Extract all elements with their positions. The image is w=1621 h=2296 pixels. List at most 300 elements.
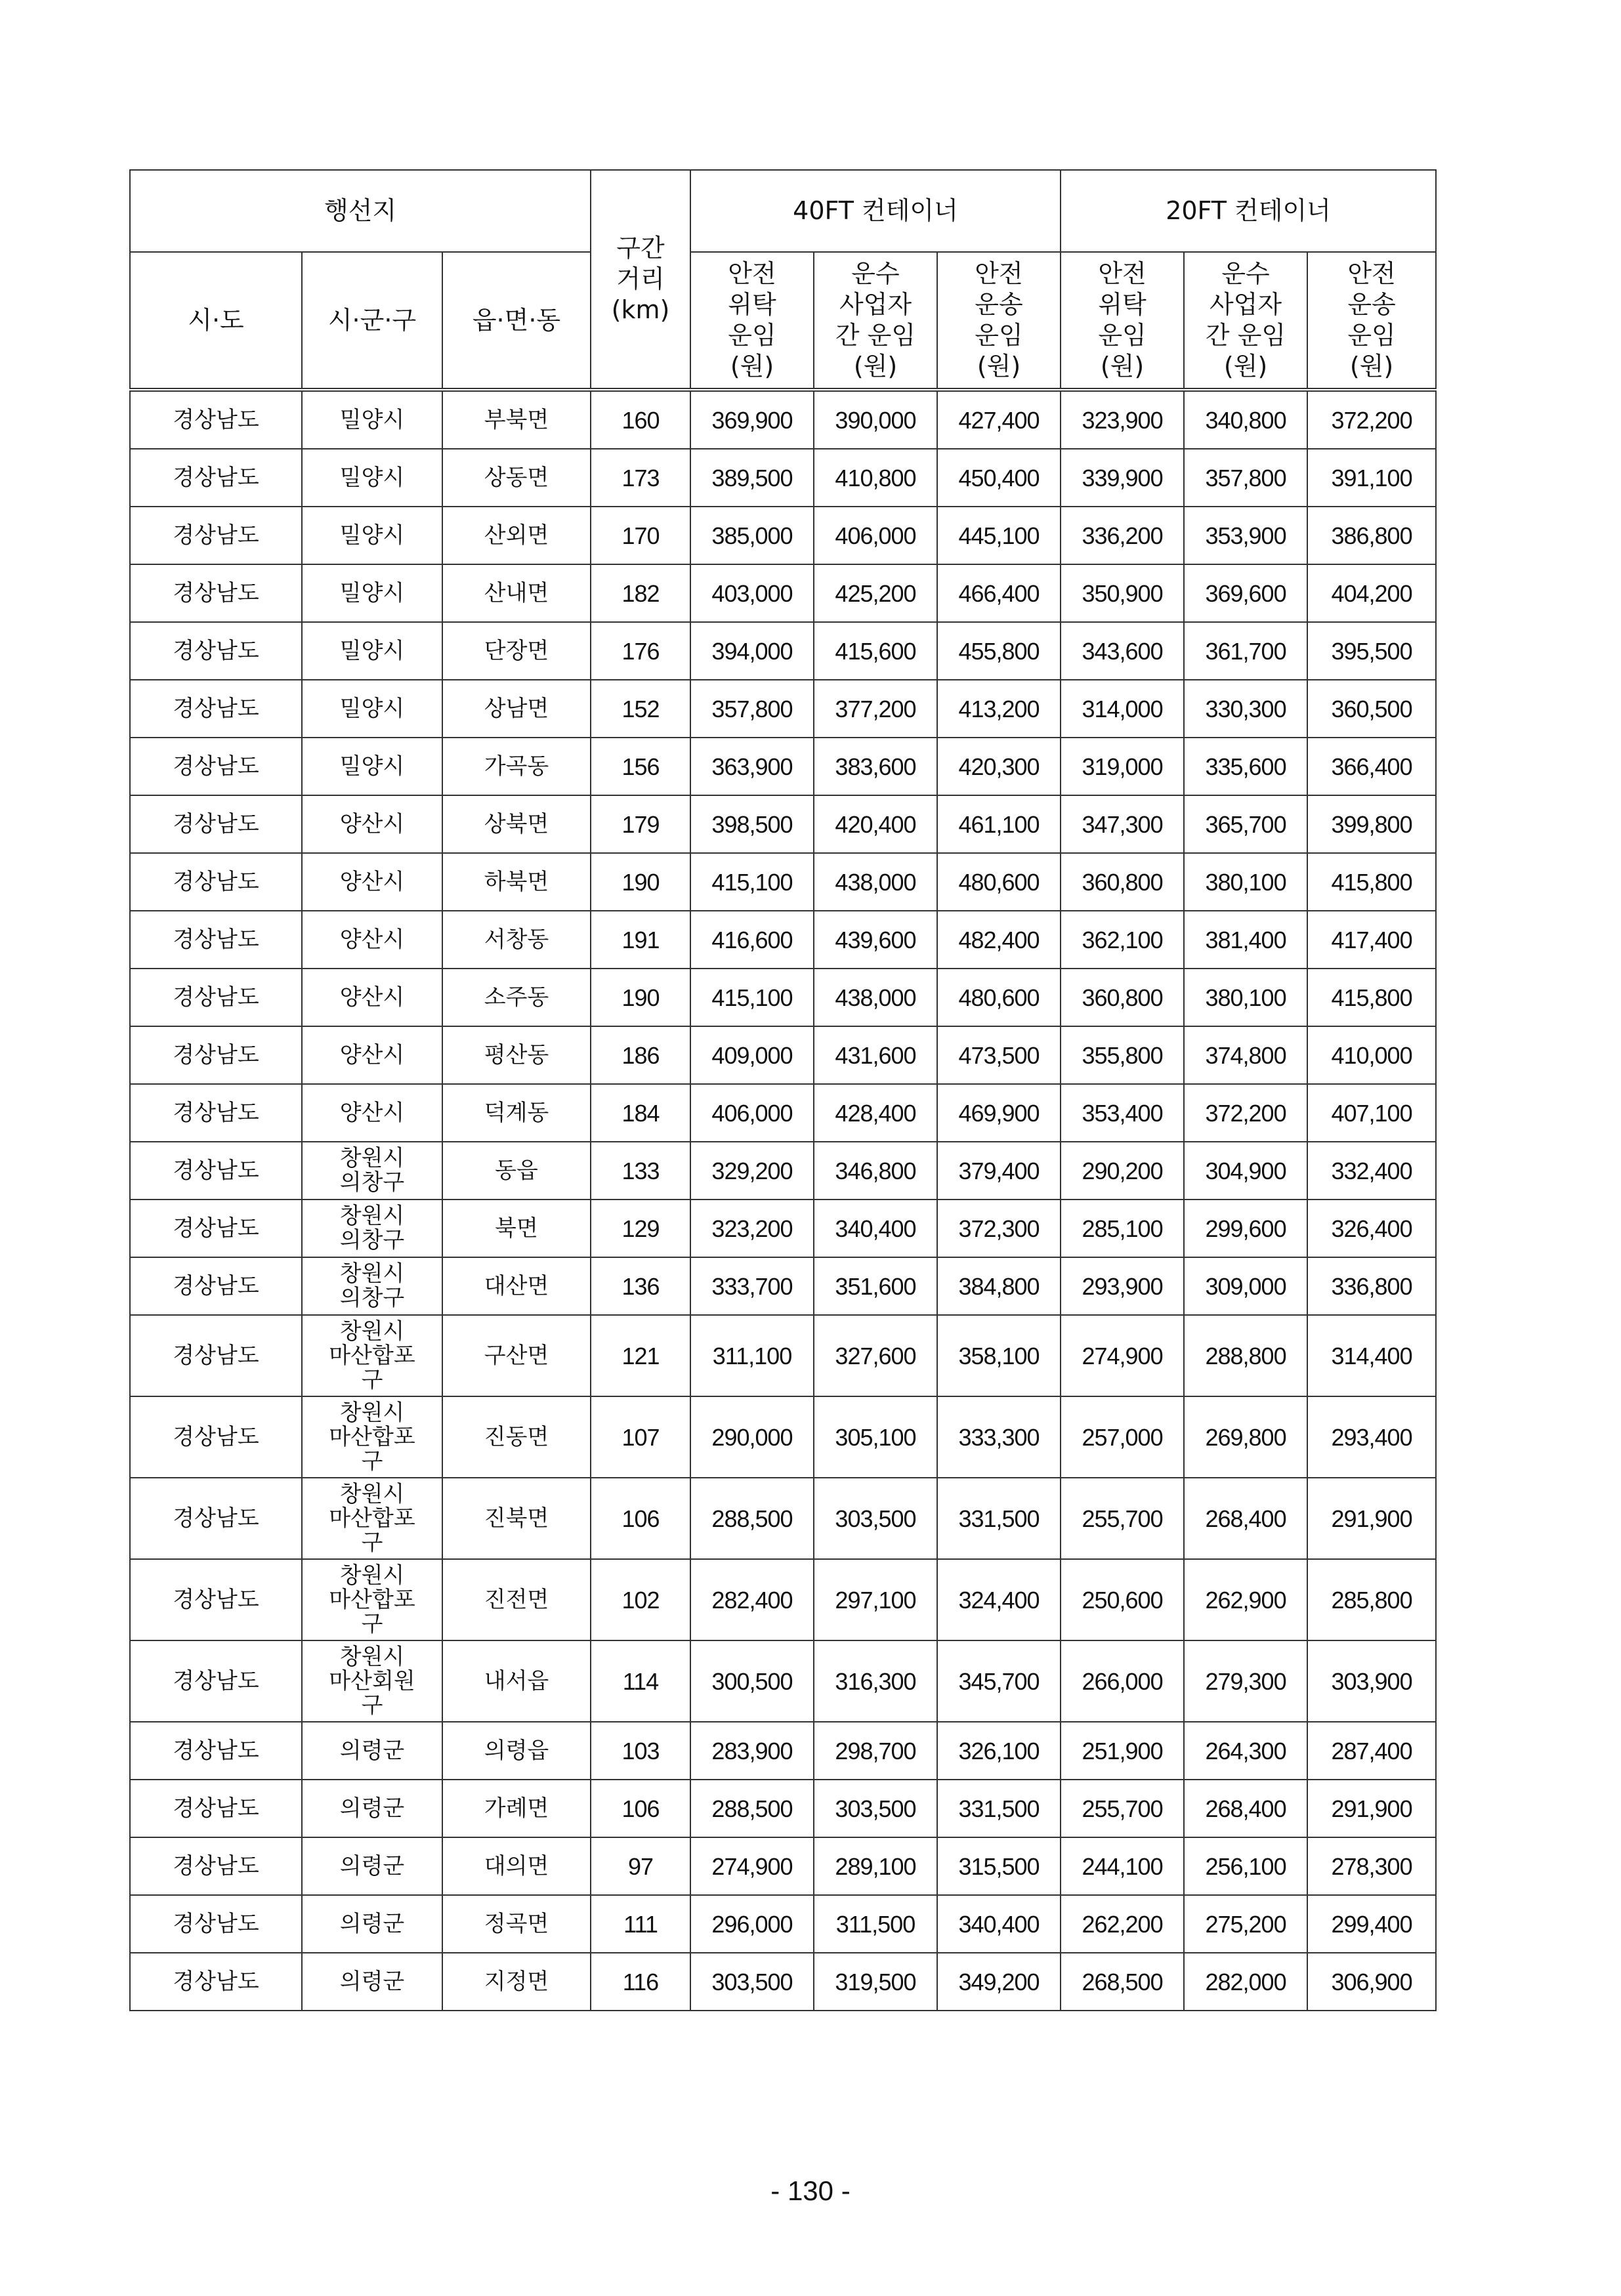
- rate-20ft-safe-consign-cell: 339,900: [1061, 449, 1184, 507]
- rate-40ft-safe-consign-cell: 415,100: [690, 853, 814, 911]
- table-row: [130, 1780, 1436, 1837]
- sido-cell: 경상남도: [130, 1315, 302, 1396]
- rate-20ft-safe-consign-cell: 347,300: [1061, 795, 1184, 853]
- eupmyeondong-cell: 북면: [442, 1200, 591, 1257]
- table-header: [130, 170, 1436, 390]
- distance-cell: 176: [591, 622, 690, 680]
- sigungu-cell: 창원시 의창구: [302, 1200, 442, 1257]
- sido-cell: 경상남도: [130, 1837, 302, 1895]
- rate-40ft-safe-consign-cell: 296,000: [690, 1895, 814, 1953]
- rate-40ft-safe-consign-cell: 300,500: [690, 1640, 814, 1722]
- rate-20ft-carrier-cell: 330,300: [1184, 680, 1307, 738]
- sigungu-cell: 양산시: [302, 1026, 442, 1084]
- page-number: - 130 -: [770, 2175, 851, 2206]
- rate-40ft-safe-transport-cell: 480,600: [937, 969, 1061, 1026]
- rate-20ft-safe-transport-cell: 395,500: [1307, 622, 1436, 680]
- distance-cell: 179: [591, 795, 690, 853]
- distance-cell: 107: [591, 1396, 690, 1478]
- rate-20ft-carrier-cell: 288,800: [1184, 1315, 1307, 1396]
- rate-40ft-safe-consign-cell: 415,100: [690, 969, 814, 1026]
- table-row: [130, 853, 1436, 911]
- sido-cell: 경상남도: [130, 1780, 302, 1837]
- rate-20ft-carrier-cell: 372,200: [1184, 1084, 1307, 1142]
- rate-40ft-carrier-cell: 298,700: [814, 1722, 937, 1780]
- rate-20ft-carrier-cell: 381,400: [1184, 911, 1307, 969]
- rate-40ft-safe-transport-cell: 372,300: [937, 1200, 1061, 1257]
- sido-cell: 경상남도: [130, 1895, 302, 1953]
- rate-40ft-carrier-cell: 438,000: [814, 969, 937, 1026]
- rate-20ft-safe-consign-cell: 274,900: [1061, 1315, 1184, 1396]
- rate-40ft-safe-transport-cell: 450,400: [937, 449, 1061, 507]
- rate-40ft-safe-consign-cell: 288,500: [690, 1478, 814, 1559]
- rate-40ft-safe-consign-cell: 389,500: [690, 449, 814, 507]
- rate-40ft-safe-transport-cell: 326,100: [937, 1722, 1061, 1780]
- rate-20ft-carrier-cell: 380,100: [1184, 853, 1307, 911]
- rate-20ft-safe-transport-cell: 410,000: [1307, 1026, 1436, 1084]
- sigungu-cell: 양산시: [302, 1084, 442, 1142]
- sido-cell: 경상남도: [130, 853, 302, 911]
- rate-40ft-safe-consign-cell: 363,900: [690, 738, 814, 795]
- rate-20ft-safe-transport-cell: 291,900: [1307, 1780, 1436, 1837]
- table-row: [130, 1895, 1436, 1953]
- table-row: [130, 1257, 1436, 1315]
- header-20ft-container: 20FT 컨테이너: [1061, 170, 1436, 252]
- eupmyeondong-cell: 진동면: [442, 1396, 591, 1478]
- rate-40ft-safe-consign-cell: 290,000: [690, 1396, 814, 1478]
- rate-20ft-safe-consign-cell: 350,900: [1061, 564, 1184, 622]
- sigungu-cell: 의령군: [302, 1722, 442, 1780]
- rate-40ft-carrier-cell: 311,500: [814, 1895, 937, 1953]
- rate-20ft-carrier-cell: 309,000: [1184, 1257, 1307, 1315]
- rate-20ft-safe-consign-cell: 251,900: [1061, 1722, 1184, 1780]
- sido-cell: 경상남도: [130, 1478, 302, 1559]
- sigungu-cell: 창원시 마산합포 구: [302, 1559, 442, 1640]
- sido-cell: 경상남도: [130, 564, 302, 622]
- distance-cell: 184: [591, 1084, 690, 1142]
- rate-20ft-safe-consign-cell: 255,700: [1061, 1478, 1184, 1559]
- sigungu-cell: 창원시 의창구: [302, 1142, 442, 1200]
- sido-cell: 경상남도: [130, 1396, 302, 1478]
- rate-20ft-safe-transport-cell: 336,800: [1307, 1257, 1436, 1315]
- distance-cell: 97: [591, 1837, 690, 1895]
- rate-20ft-safe-consign-cell: 293,900: [1061, 1257, 1184, 1315]
- rate-20ft-safe-transport-cell: 372,200: [1307, 390, 1436, 449]
- eupmyeondong-cell: 진전면: [442, 1559, 591, 1640]
- rate-40ft-safe-consign-cell: 416,600: [690, 911, 814, 969]
- distance-cell: 114: [591, 1640, 690, 1722]
- eupmyeondong-cell: 소주동: [442, 969, 591, 1026]
- rate-20ft-safe-consign-cell: 314,000: [1061, 680, 1184, 738]
- table-row: [130, 1200, 1436, 1257]
- rate-40ft-safe-transport-cell: 324,400: [937, 1559, 1061, 1640]
- rate-20ft-safe-consign-cell: 323,900: [1061, 390, 1184, 449]
- rate-20ft-safe-consign-cell: 257,000: [1061, 1396, 1184, 1478]
- rate-40ft-safe-consign-cell: 329,200: [690, 1142, 814, 1200]
- sigungu-cell: 밀양시: [302, 738, 442, 795]
- eupmyeondong-cell: 지정면: [442, 1953, 591, 2011]
- rate-20ft-safe-consign-cell: 355,800: [1061, 1026, 1184, 1084]
- rate-40ft-safe-transport-cell: 333,300: [937, 1396, 1061, 1478]
- rate-40ft-carrier-cell: 438,000: [814, 853, 937, 911]
- rate-20ft-safe-transport-cell: 407,100: [1307, 1084, 1436, 1142]
- rate-20ft-safe-transport-cell: 293,400: [1307, 1396, 1436, 1478]
- rate-20ft-safe-consign-cell: 353,400: [1061, 1084, 1184, 1142]
- rate-20ft-safe-consign-cell: 266,000: [1061, 1640, 1184, 1722]
- rate-40ft-safe-consign-cell: 311,100: [690, 1315, 814, 1396]
- rate-40ft-safe-consign-cell: 394,000: [690, 622, 814, 680]
- distance-cell: 173: [591, 449, 690, 507]
- rate-40ft-safe-consign-cell: 385,000: [690, 507, 814, 564]
- rate-20ft-carrier-cell: 369,600: [1184, 564, 1307, 622]
- rate-40ft-carrier-cell: 297,100: [814, 1559, 937, 1640]
- table-row: [130, 738, 1436, 795]
- distance-cell: 111: [591, 1895, 690, 1953]
- sigungu-cell: 양산시: [302, 795, 442, 853]
- sido-cell: 경상남도: [130, 795, 302, 853]
- rate-40ft-safe-transport-cell: 331,500: [937, 1478, 1061, 1559]
- sido-cell: 경상남도: [130, 1953, 302, 2011]
- rate-20ft-safe-consign-cell: 285,100: [1061, 1200, 1184, 1257]
- rate-20ft-carrier-cell: 374,800: [1184, 1026, 1307, 1084]
- rate-20ft-safe-transport-cell: 306,900: [1307, 1953, 1436, 2011]
- eupmyeondong-cell: 가례면: [442, 1780, 591, 1837]
- sigungu-cell: 밀양시: [302, 390, 442, 449]
- rate-40ft-carrier-cell: 420,400: [814, 795, 937, 853]
- distance-cell: 106: [591, 1478, 690, 1559]
- distance-cell: 186: [591, 1026, 690, 1084]
- rate-40ft-safe-consign-cell: 369,900: [690, 390, 814, 449]
- distance-cell: 190: [591, 853, 690, 911]
- distance-cell: 136: [591, 1257, 690, 1315]
- sido-cell: 경상남도: [130, 1722, 302, 1780]
- table-row: [130, 1396, 1436, 1478]
- rate-40ft-safe-transport-cell: 445,100: [937, 507, 1061, 564]
- eupmyeondong-cell: 동읍: [442, 1142, 591, 1200]
- distance-cell: 103: [591, 1722, 690, 1780]
- eupmyeondong-cell: 대산면: [442, 1257, 591, 1315]
- rate-20ft-safe-consign-cell: 262,200: [1061, 1895, 1184, 1953]
- rate-40ft-safe-transport-cell: 315,500: [937, 1837, 1061, 1895]
- table-row: [130, 1315, 1436, 1396]
- header-20ft-safe-transport-rate: 안전 운송 운임 (원): [1307, 252, 1436, 390]
- eupmyeondong-cell: 가곡동: [442, 738, 591, 795]
- rate-20ft-carrier-cell: 304,900: [1184, 1142, 1307, 1200]
- distance-cell: 170: [591, 507, 690, 564]
- distance-cell: 152: [591, 680, 690, 738]
- header-40ft-safe-transport-rate: 안전 운송 운임 (원): [937, 252, 1061, 390]
- rate-40ft-carrier-cell: 390,000: [814, 390, 937, 449]
- distance-cell: 133: [591, 1142, 690, 1200]
- eupmyeondong-cell: 상동면: [442, 449, 591, 507]
- rate-20ft-safe-consign-cell: 336,200: [1061, 507, 1184, 564]
- rate-20ft-safe-consign-cell: 319,000: [1061, 738, 1184, 795]
- sido-cell: 경상남도: [130, 1026, 302, 1084]
- table-row: [130, 1640, 1436, 1722]
- table-row: [130, 1084, 1436, 1142]
- sido-cell: 경상남도: [130, 1084, 302, 1142]
- rate-40ft-carrier-cell: 346,800: [814, 1142, 937, 1200]
- rate-40ft-safe-consign-cell: 403,000: [690, 564, 814, 622]
- rate-20ft-safe-transport-cell: 332,400: [1307, 1142, 1436, 1200]
- rate-20ft-safe-transport-cell: 404,200: [1307, 564, 1436, 622]
- rate-40ft-safe-consign-cell: 303,500: [690, 1953, 814, 2011]
- distance-cell: 106: [591, 1780, 690, 1837]
- eupmyeondong-cell: 내서읍: [442, 1640, 591, 1722]
- sigungu-cell: 의령군: [302, 1837, 442, 1895]
- rate-20ft-safe-transport-cell: 299,400: [1307, 1895, 1436, 1953]
- rate-40ft-safe-transport-cell: 480,600: [937, 853, 1061, 911]
- rate-40ft-safe-transport-cell: 420,300: [937, 738, 1061, 795]
- sigungu-cell: 밀양시: [302, 622, 442, 680]
- eupmyeondong-cell: 덕계동: [442, 1084, 591, 1142]
- sigungu-cell: 창원시 마산합포 구: [302, 1315, 442, 1396]
- header-sido: 시·도: [130, 252, 302, 390]
- rate-40ft-safe-transport-cell: 455,800: [937, 622, 1061, 680]
- table-row: [130, 1478, 1436, 1559]
- table-row: [130, 507, 1436, 564]
- sigungu-cell: 양산시: [302, 853, 442, 911]
- distance-cell: 182: [591, 564, 690, 622]
- rate-40ft-safe-transport-cell: 413,200: [937, 680, 1061, 738]
- rate-20ft-safe-consign-cell: 290,200: [1061, 1142, 1184, 1200]
- eupmyeondong-cell: 대의면: [442, 1837, 591, 1895]
- rate-40ft-carrier-cell: 305,100: [814, 1396, 937, 1478]
- header-40ft-container: 40FT 컨테이너: [690, 170, 1061, 252]
- sigungu-cell: 밀양시: [302, 449, 442, 507]
- eupmyeondong-cell: 평산동: [442, 1026, 591, 1084]
- sido-cell: 경상남도: [130, 1257, 302, 1315]
- sido-cell: 경상남도: [130, 390, 302, 449]
- eupmyeondong-cell: 산외면: [442, 507, 591, 564]
- sigungu-cell: 창원시 마산회원 구: [302, 1640, 442, 1722]
- rate-20ft-carrier-cell: 268,400: [1184, 1478, 1307, 1559]
- sigungu-cell: 창원시 마산합포 구: [302, 1478, 442, 1559]
- freight-rate-table: [129, 169, 1437, 2011]
- rate-40ft-carrier-cell: 410,800: [814, 449, 937, 507]
- rate-40ft-safe-transport-cell: 473,500: [937, 1026, 1061, 1084]
- rate-20ft-safe-transport-cell: 415,800: [1307, 969, 1436, 1026]
- distance-cell: 129: [591, 1200, 690, 1257]
- rate-20ft-carrier-cell: 380,100: [1184, 969, 1307, 1026]
- sigungu-cell: 의령군: [302, 1953, 442, 2011]
- rate-40ft-safe-transport-cell: 466,400: [937, 564, 1061, 622]
- rate-20ft-safe-transport-cell: 417,400: [1307, 911, 1436, 969]
- rate-40ft-carrier-cell: 428,400: [814, 1084, 937, 1142]
- rate-20ft-carrier-cell: 256,100: [1184, 1837, 1307, 1895]
- eupmyeondong-cell: 진북면: [442, 1478, 591, 1559]
- table-row: [130, 1142, 1436, 1200]
- rate-20ft-safe-transport-cell: 303,900: [1307, 1640, 1436, 1722]
- rate-20ft-carrier-cell: 279,300: [1184, 1640, 1307, 1722]
- rate-20ft-safe-consign-cell: 362,100: [1061, 911, 1184, 969]
- rate-40ft-carrier-cell: 319,500: [814, 1953, 937, 2011]
- sido-cell: 경상남도: [130, 507, 302, 564]
- rate-20ft-carrier-cell: 282,000: [1184, 1953, 1307, 2011]
- rate-40ft-safe-transport-cell: 331,500: [937, 1780, 1061, 1837]
- rate-20ft-carrier-cell: 268,400: [1184, 1780, 1307, 1837]
- rate-40ft-carrier-cell: 431,600: [814, 1026, 937, 1084]
- table-row: [130, 1559, 1436, 1640]
- eupmyeondong-cell: 상북면: [442, 795, 591, 853]
- rate-40ft-safe-transport-cell: 384,800: [937, 1257, 1061, 1315]
- rate-20ft-carrier-cell: 262,900: [1184, 1559, 1307, 1640]
- rate-20ft-safe-transport-cell: 391,100: [1307, 449, 1436, 507]
- table-row: [130, 1837, 1436, 1895]
- table-row: [130, 911, 1436, 969]
- rate-20ft-safe-consign-cell: 360,800: [1061, 969, 1184, 1026]
- distance-cell: 191: [591, 911, 690, 969]
- rate-40ft-safe-consign-cell: 283,900: [690, 1722, 814, 1780]
- rate-20ft-carrier-cell: 365,700: [1184, 795, 1307, 853]
- sigungu-cell: 밀양시: [302, 680, 442, 738]
- header-20ft-safe-consign-rate: 안전 위탁 운임 (원): [1061, 252, 1184, 390]
- rate-20ft-carrier-cell: 357,800: [1184, 449, 1307, 507]
- rate-20ft-safe-consign-cell: 255,700: [1061, 1780, 1184, 1837]
- rate-40ft-carrier-cell: 316,300: [814, 1640, 937, 1722]
- rate-20ft-safe-transport-cell: 326,400: [1307, 1200, 1436, 1257]
- rate-20ft-safe-consign-cell: 360,800: [1061, 853, 1184, 911]
- rate-40ft-carrier-cell: 303,500: [814, 1780, 937, 1837]
- rate-40ft-safe-transport-cell: 482,400: [937, 911, 1061, 969]
- eupmyeondong-cell: 서창동: [442, 911, 591, 969]
- sido-cell: 경상남도: [130, 449, 302, 507]
- table-row: [130, 622, 1436, 680]
- sido-cell: 경상남도: [130, 1142, 302, 1200]
- rate-40ft-carrier-cell: 439,600: [814, 911, 937, 969]
- distance-cell: 121: [591, 1315, 690, 1396]
- sido-cell: 경상남도: [130, 1640, 302, 1722]
- rate-40ft-safe-consign-cell: 282,400: [690, 1559, 814, 1640]
- rate-40ft-carrier-cell: 415,600: [814, 622, 937, 680]
- table-row: [130, 795, 1436, 853]
- sido-cell: 경상남도: [130, 1200, 302, 1257]
- rate-20ft-safe-consign-cell: 343,600: [1061, 622, 1184, 680]
- table-row: [130, 1953, 1436, 2011]
- rate-40ft-safe-transport-cell: 379,400: [937, 1142, 1061, 1200]
- sido-cell: 경상남도: [130, 622, 302, 680]
- table-row: [130, 1722, 1436, 1780]
- header-eupmyeondong: 읍·면·동: [442, 252, 591, 390]
- eupmyeondong-cell: 산내면: [442, 564, 591, 622]
- eupmyeondong-cell: 상남면: [442, 680, 591, 738]
- sido-cell: 경상남도: [130, 680, 302, 738]
- eupmyeondong-cell: 정곡면: [442, 1895, 591, 1953]
- rate-40ft-safe-transport-cell: 469,900: [937, 1084, 1061, 1142]
- distance-cell: 160: [591, 390, 690, 449]
- rate-20ft-carrier-cell: 269,800: [1184, 1396, 1307, 1478]
- rate-40ft-safe-transport-cell: 427,400: [937, 390, 1061, 449]
- rate-40ft-safe-transport-cell: 345,700: [937, 1640, 1061, 1722]
- rate-40ft-safe-consign-cell: 333,700: [690, 1257, 814, 1315]
- rate-40ft-carrier-cell: 340,400: [814, 1200, 937, 1257]
- distance-cell: 102: [591, 1559, 690, 1640]
- sido-cell: 경상남도: [130, 738, 302, 795]
- rate-40ft-carrier-cell: 406,000: [814, 507, 937, 564]
- rate-40ft-carrier-cell: 377,200: [814, 680, 937, 738]
- sido-cell: 경상남도: [130, 911, 302, 969]
- distance-cell: 156: [591, 738, 690, 795]
- rate-20ft-carrier-cell: 335,600: [1184, 738, 1307, 795]
- rate-20ft-safe-transport-cell: 287,400: [1307, 1722, 1436, 1780]
- rate-20ft-carrier-cell: 299,600: [1184, 1200, 1307, 1257]
- distance-cell: 116: [591, 1953, 690, 2011]
- header-20ft-carrier-rate: 운수 사업자 간 운임 (원): [1184, 252, 1307, 390]
- rate-40ft-safe-transport-cell: 349,200: [937, 1953, 1061, 2011]
- rate-20ft-carrier-cell: 361,700: [1184, 622, 1307, 680]
- rate-20ft-safe-transport-cell: 285,800: [1307, 1559, 1436, 1640]
- rate-40ft-safe-consign-cell: 288,500: [690, 1780, 814, 1837]
- rate-20ft-carrier-cell: 353,900: [1184, 507, 1307, 564]
- eupmyeondong-cell: 부북면: [442, 390, 591, 449]
- eupmyeondong-cell: 구산면: [442, 1315, 591, 1396]
- rate-20ft-carrier-cell: 275,200: [1184, 1895, 1307, 1953]
- table-body: [130, 390, 1436, 2011]
- sigungu-cell: 의령군: [302, 1780, 442, 1837]
- rate-40ft-safe-transport-cell: 461,100: [937, 795, 1061, 853]
- rate-20ft-safe-transport-cell: 366,400: [1307, 738, 1436, 795]
- rate-20ft-carrier-cell: 340,800: [1184, 390, 1307, 449]
- rate-20ft-safe-transport-cell: 386,800: [1307, 507, 1436, 564]
- header-40ft-safe-consign-rate: 안전 위탁 운임 (원): [690, 252, 814, 390]
- header-sigungu: 시·군·구: [302, 252, 442, 390]
- header-40ft-carrier-rate: 운수 사업자 간 운임 (원): [814, 252, 937, 390]
- rate-40ft-safe-consign-cell: 274,900: [690, 1837, 814, 1895]
- rate-20ft-safe-transport-cell: 415,800: [1307, 853, 1436, 911]
- table-row: [130, 390, 1436, 449]
- rate-40ft-carrier-cell: 425,200: [814, 564, 937, 622]
- rate-20ft-safe-transport-cell: 360,500: [1307, 680, 1436, 738]
- distance-cell: 190: [591, 969, 690, 1026]
- rate-40ft-safe-consign-cell: 409,000: [690, 1026, 814, 1084]
- rate-40ft-safe-consign-cell: 406,000: [690, 1084, 814, 1142]
- table-row: [130, 449, 1436, 507]
- table-row: [130, 969, 1436, 1026]
- header-destination: 행선지: [130, 170, 591, 252]
- rate-40ft-carrier-cell: 351,600: [814, 1257, 937, 1315]
- rate-20ft-safe-transport-cell: 278,300: [1307, 1837, 1436, 1895]
- rate-40ft-carrier-cell: 289,100: [814, 1837, 937, 1895]
- rate-40ft-carrier-cell: 383,600: [814, 738, 937, 795]
- rate-40ft-safe-transport-cell: 340,400: [937, 1895, 1061, 1953]
- sigungu-cell: 양산시: [302, 969, 442, 1026]
- eupmyeondong-cell: 단장면: [442, 622, 591, 680]
- rate-40ft-carrier-cell: 303,500: [814, 1478, 937, 1559]
- table-row: [130, 680, 1436, 738]
- rate-20ft-safe-consign-cell: 244,100: [1061, 1837, 1184, 1895]
- sigungu-cell: 창원시 마산합포 구: [302, 1396, 442, 1478]
- rate-20ft-safe-transport-cell: 399,800: [1307, 795, 1436, 853]
- header-distance: 구간 거리 (km): [591, 170, 690, 390]
- sigungu-cell: 밀양시: [302, 507, 442, 564]
- rate-20ft-safe-transport-cell: 291,900: [1307, 1478, 1436, 1559]
- sigungu-cell: 밀양시: [302, 564, 442, 622]
- eupmyeondong-cell: 하북면: [442, 853, 591, 911]
- rate-20ft-safe-transport-cell: 314,400: [1307, 1315, 1436, 1396]
- rate-20ft-safe-consign-cell: 268,500: [1061, 1953, 1184, 2011]
- sido-cell: 경상남도: [130, 969, 302, 1026]
- eupmyeondong-cell: 의령읍: [442, 1722, 591, 1780]
- sido-cell: 경상남도: [130, 1559, 302, 1640]
- rate-20ft-safe-consign-cell: 250,600: [1061, 1559, 1184, 1640]
- sigungu-cell: 양산시: [302, 911, 442, 969]
- rate-40ft-safe-consign-cell: 357,800: [690, 680, 814, 738]
- rate-40ft-safe-consign-cell: 398,500: [690, 795, 814, 853]
- rate-40ft-safe-consign-cell: 323,200: [690, 1200, 814, 1257]
- sigungu-cell: 창원시 의창구: [302, 1257, 442, 1315]
- rate-40ft-safe-transport-cell: 358,100: [937, 1315, 1061, 1396]
- table-row: [130, 564, 1436, 622]
- rate-20ft-carrier-cell: 264,300: [1184, 1722, 1307, 1780]
